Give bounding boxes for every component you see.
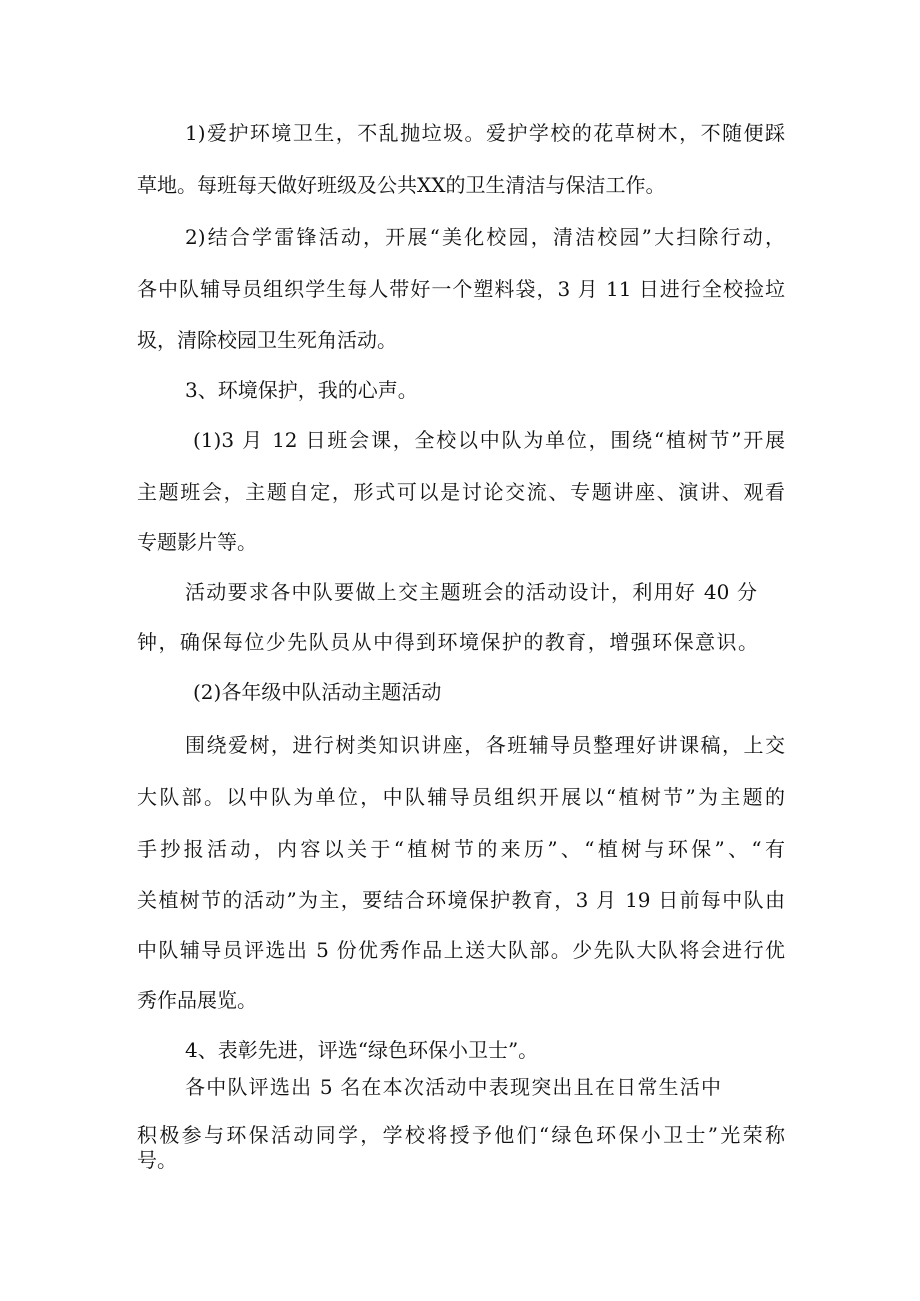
text-line: 专题影片等。	[137, 530, 257, 554]
subsection-heading: (2)各年级中队活动主题活动	[193, 680, 442, 704]
text-line: 手抄报活动，内容以关于“植树节的来历”、“植树与环保”、“有	[137, 837, 785, 861]
text-line: 主题班会，主题自定，形式可以是讨论交流、专题讲座、演讲、观看	[137, 480, 785, 504]
text-line: 1)爱护环境卫生，不乱抛垃圾。爱护学校的花草树木，不随便踩	[185, 121, 785, 145]
text-line: 秀作品展览。	[137, 988, 257, 1012]
section-heading: 4、表彰先进，评选“绿色环保小卫士”。	[185, 1038, 539, 1062]
text-line: 2)结合学雷锋活动，开展“美化校园，清洁校园”大扫除行动，	[185, 225, 785, 249]
text-line: 圾，清除校园卫生死角活动。	[137, 328, 397, 352]
text-line: 草地。每班每天做好班级及公共XX的卫生清洁与保洁工作。	[137, 173, 666, 197]
text-line: 大队部。以中队为单位，中队辅导员组织开展以“植树节”为主题的	[137, 785, 785, 809]
text-line: 积极参与环保活动同学，学校将授予他们“绿色环保小卫士”光荣称	[137, 1123, 785, 1147]
text-line: 关植树节的活动”为主，要结合环境保护教育，3 月 19 日前每中队由	[137, 888, 785, 912]
text-line: 围绕爱树，进行树类知识讲座，各班辅导员整理好讲课稿，上交	[185, 733, 785, 757]
text-line: 中队辅导员评选出 5 份优秀作品上送大队部。少先队大队将会进行优	[137, 938, 785, 962]
text-line: 活动要求各中队要做上交主题班会的活动设计，利用好 40 分	[185, 580, 757, 604]
text-line: 号。	[137, 1148, 177, 1172]
text-line: 钟，确保每位少先队员从中得到环境保护的教育，增强环保意识。	[137, 630, 758, 654]
section-heading: 3、环境保护，我的心声。	[185, 378, 418, 402]
text-line: 各中队评选出 5 名在本次活动中表现突出且在日常生活中	[185, 1075, 721, 1099]
text-line: (1)3 月 12 日班会课，全校以中队为单位，围绕“植树节”开展	[193, 428, 785, 452]
text-line: 各中队辅导员组织学生每人带好一个塑料袋，3 月 11 日进行全校捡垃	[137, 277, 785, 301]
